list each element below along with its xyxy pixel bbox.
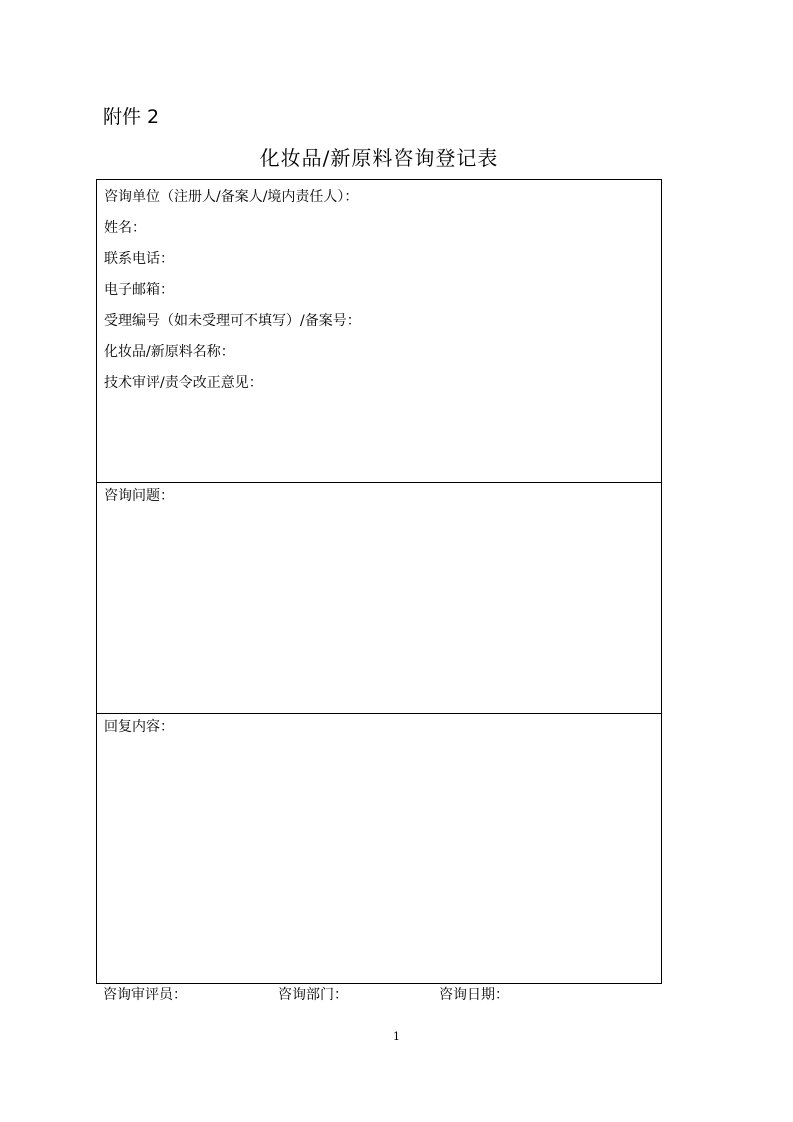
reply-label: 回复内容： xyxy=(104,719,174,735)
page-number: 1 xyxy=(393,1030,400,1043)
document-title: 化妆品/新原料咨询登记表 xyxy=(259,146,499,170)
info-section xyxy=(97,180,661,482)
question-section[interactable] xyxy=(97,482,661,713)
registration-form xyxy=(96,179,662,984)
review-opinion-field[interactable]: 技术审评/责令改正意见： xyxy=(104,375,263,391)
attachment-label: 附件 2 xyxy=(103,106,160,128)
phone-field[interactable]: 联系电话： xyxy=(104,251,174,267)
product-name-field[interactable]: 化妆品/新原料名称： xyxy=(104,344,235,360)
department-field[interactable]: 咨询部门： xyxy=(278,987,348,1003)
name-field[interactable]: 姓名： xyxy=(104,220,146,236)
reviewer-field[interactable]: 咨询审评员： xyxy=(103,987,187,1003)
question-label: 咨询问题： xyxy=(104,488,174,504)
reply-section[interactable] xyxy=(97,713,661,984)
consult-unit-field[interactable]: 咨询单位（注册人/备案人/境内责任人）： xyxy=(104,189,359,205)
email-field[interactable]: 电子邮箱： xyxy=(104,282,174,298)
acceptance-number-field[interactable]: 受理编号（如未受理可不填写）/备案号： xyxy=(104,313,361,329)
date-field[interactable]: 咨询日期： xyxy=(439,987,509,1003)
